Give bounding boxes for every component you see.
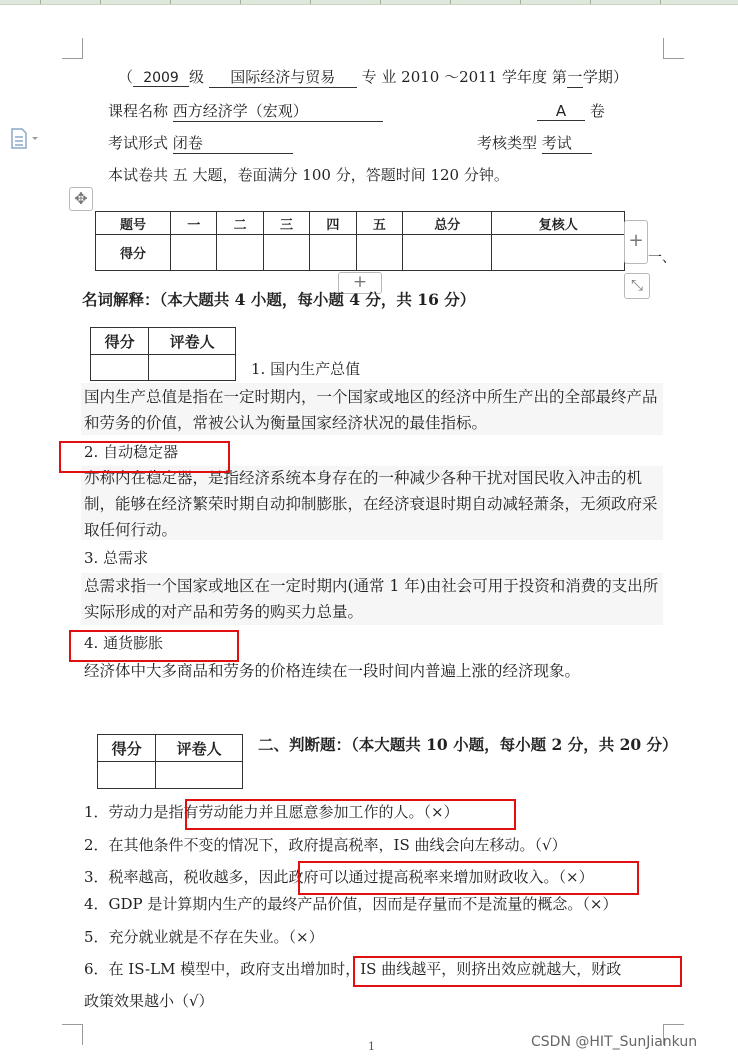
- grader-header-cell: 评卷人: [156, 735, 243, 762]
- score-header-cell: 二: [217, 212, 263, 235]
- exam-header: [118, 66, 628, 88]
- section1-number-mark: 一、: [648, 250, 676, 266]
- header-year: 2009: [133, 70, 189, 87]
- judgement-item: 2．在其他条件不变的情况下，政府提高税率，IS 曲线会向左移动。（√）: [84, 836, 567, 854]
- exam-type-row: [477, 132, 592, 154]
- term-title: 1. 国内生产总值: [251, 360, 361, 378]
- ruler: [0, 0, 738, 5]
- section1-grader-table: [90, 327, 236, 381]
- ruler-tick: [590, 0, 591, 4]
- margin-corner-top-right: [663, 38, 684, 59]
- exam-type-label: 考核类型: [477, 134, 538, 152]
- ruler-tick: [660, 0, 661, 4]
- exam-summary: 本试卷共 五 大题，卷面满分 100 分，答题时间 120 分钟。: [108, 166, 509, 184]
- section2-grader-table: [97, 734, 243, 789]
- exam-form-value: 闭卷: [173, 132, 293, 154]
- score-cell[interactable]: [356, 235, 402, 271]
- score-cell[interactable]: [403, 235, 492, 271]
- paper-letter: A: [537, 102, 585, 121]
- margin-corner-bottom-left: [62, 1024, 83, 1045]
- header-grade-word: 级: [189, 68, 205, 86]
- term-title: 4. 通货膨胀: [84, 634, 164, 652]
- score-cell[interactable]: [310, 235, 356, 271]
- judgement-item: 6．在 IS-LM 模型中，政府支出增加时，IS 曲线越平，则挤出效应就越大，财政: [84, 960, 622, 978]
- paper-version: [537, 100, 605, 121]
- term-definition: 亦称内在稳定器，是指经济系统本身存在的一种减少各种干扰对国民收入冲击的机制，能够在经济繁荣时期自动抑制膨胀，在经济衰退时期自动减轻萧条，无须政府采取任何行动。: [84, 469, 658, 539]
- score-cell[interactable]: [492, 235, 625, 271]
- section2-title: 二、判断题：（本大题共 10 小题，每小题 2 分，共 20 分）: [258, 735, 678, 754]
- header-term-prefix: 第: [551, 68, 567, 86]
- score-header-cell: 一: [171, 212, 217, 235]
- header-term-suffix: 学期）: [582, 68, 628, 86]
- score-cell[interactable]: [217, 235, 263, 271]
- ruler-tick: [520, 0, 521, 4]
- ruler-tick: [170, 0, 171, 4]
- term-title: 2. 自动稳定器: [84, 443, 179, 461]
- judgement-item: 政策效果越小（√）: [84, 992, 214, 1010]
- document-menu-icon[interactable]: [10, 128, 40, 154]
- watermark: CSDN @HIT_SunJiankun: [531, 1034, 698, 1050]
- grader-cell[interactable]: [98, 762, 156, 789]
- score-header-cell: 三: [263, 212, 309, 235]
- header-open-paren: （: [118, 68, 134, 86]
- term-title: 3. 总需求: [84, 549, 149, 567]
- add-column-button[interactable]: +: [624, 220, 648, 264]
- header-academic-year: 2010 ～2011 学年度: [401, 68, 548, 86]
- header-term: 一: [567, 68, 583, 86]
- score-table: [95, 211, 625, 271]
- add-row-button[interactable]: +: [338, 272, 382, 294]
- ruler-tick: [380, 0, 381, 4]
- judgement-item: 1．劳动力是指有劳动能力并且愿意参加工作的人。（×）: [84, 803, 459, 821]
- judgement-item: 3．税率越高，税收越多，因此政府可以通过提高税率来增加财政收入。（×）: [84, 868, 594, 886]
- ruler-tick: [450, 0, 451, 4]
- course-name-row: [108, 100, 383, 122]
- term-definition: 国内生产总值是指在一定时期内，一个国家或地区的经济中所生产出的全部最终产品和劳务的价值，常被公认为衡量国家经济状况的最佳指标。: [84, 388, 658, 432]
- score-header-cell: 总分: [403, 212, 492, 235]
- highlight-box: [69, 630, 239, 662]
- course-value: 西方经济学（宏观）: [173, 100, 383, 122]
- score-header-cell: 复核人: [492, 212, 625, 235]
- score-cell[interactable]: [171, 235, 217, 271]
- header-major-word: 专 业: [361, 68, 397, 86]
- ruler-tick: [100, 0, 101, 4]
- course-label: 课程名称: [108, 102, 169, 120]
- ruler-tick: [40, 0, 41, 4]
- ruler-tick: [240, 0, 241, 4]
- margin-corner-top-left: [62, 38, 83, 59]
- highlight-box: [59, 441, 230, 473]
- section1-title: 名词解释：（本大题共 4 小题，每小题 4 分，共 16 分）: [82, 290, 476, 309]
- ruler-tick: [310, 0, 311, 4]
- exam-type-value: 考试: [542, 132, 592, 154]
- exam-form-row: [108, 132, 293, 154]
- judgement-item: 4．GDP 是计算期内生产的最终产品价值，因而是存量而不是流量的概念。（×）: [84, 895, 618, 913]
- table-resize-handle[interactable]: ⤡: [624, 273, 650, 299]
- highlight-box: [353, 956, 682, 987]
- page-number: 1: [368, 1040, 375, 1053]
- score-header-cell: 五: [356, 212, 402, 235]
- exam-form-label: 考试形式: [108, 134, 169, 152]
- highlight-box: [298, 861, 639, 895]
- score-cell[interactable]: [263, 235, 309, 271]
- term-definition: 经济体中大多商品和劳务的价格连续在一段时间内普遍上涨的经济现象。: [84, 662, 581, 680]
- grader-header-cell: 评卷人: [149, 328, 236, 355]
- term-definition: 总需求指一个国家或地区在一定时期内(通常 1 年)由社会可用于投资和消费的支出所实际形成的对产品和劳务的购买力总量。: [84, 577, 659, 621]
- score-header-cell: 题号: [96, 212, 171, 235]
- grader-cell[interactable]: [149, 355, 236, 381]
- grader-cell[interactable]: [156, 762, 243, 789]
- score-header-cell: 四: [310, 212, 356, 235]
- paper-word: 卷: [589, 102, 605, 120]
- grader-header-cell: 得分: [91, 328, 149, 355]
- table-move-handle[interactable]: ✥: [69, 187, 93, 211]
- grader-cell[interactable]: [91, 355, 149, 381]
- judgement-item: 5．充分就业就是不存在失业。（×）: [84, 928, 324, 946]
- score-row-label: 得分: [96, 235, 171, 271]
- highlight-box: [185, 799, 516, 830]
- grader-header-cell: 得分: [98, 735, 156, 762]
- header-major: 国际经济与贸易: [209, 66, 357, 88]
